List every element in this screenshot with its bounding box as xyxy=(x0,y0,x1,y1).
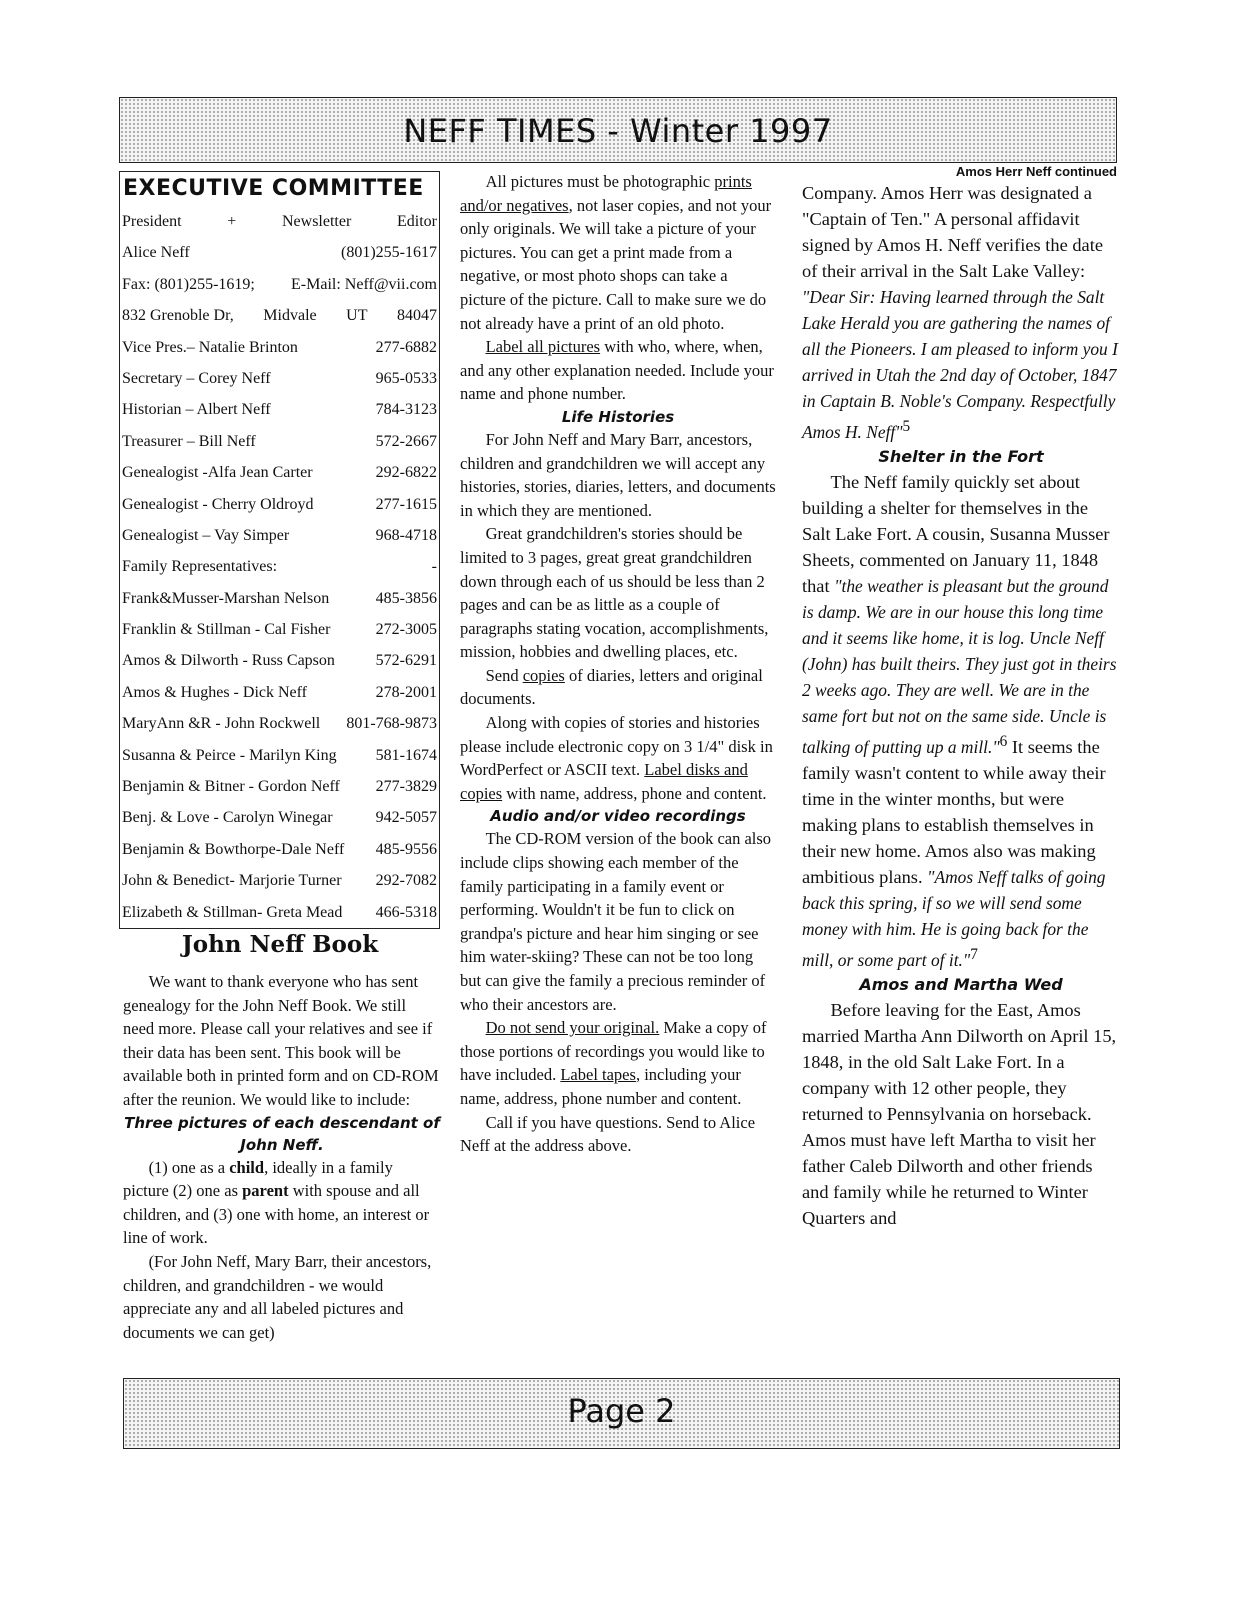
subheading-audio-video: Audio and/or video recordings xyxy=(490,807,746,826)
page-number: Page 2 xyxy=(567,1392,676,1430)
committee-cell: Vice Pres.– Natalie Brinton xyxy=(122,338,298,356)
committee-cell: 292-7082 xyxy=(375,872,437,890)
committee-row xyxy=(120,551,439,582)
committee-cell: Benj. & Love - Carolyn Winegar xyxy=(122,809,333,827)
committee-row xyxy=(120,802,439,833)
committee-row xyxy=(120,332,439,363)
committee-row xyxy=(120,489,439,520)
committee-cell: 485-3856 xyxy=(375,589,437,607)
paragraph: The CD-ROM version of the book can also include clips showing each member of the family participating in a family event or performing. Wouldn't it be fun to click on grandpa's picture and hear him singing or see him water-skiing? These can not be too long but can give the family a precious reminder of who their ancestors are. xyxy=(460,829,772,1014)
committee-cell: 277-6882 xyxy=(375,338,437,356)
committee-cell: Editor xyxy=(397,213,437,230)
committee-cell: 942-5057 xyxy=(375,809,437,827)
committee-cell: Elizabeth & Stillman- Greta Mead xyxy=(122,903,343,921)
committee-cell: Fax: (801)255-1619; xyxy=(122,275,255,293)
paragraph: All pictures must be photographic prints and/or negatives, not laser copies, and not your only originals. We will take a picture of your pictures. You can get a print made from a negative, or most photo shops can take a picture of the picture. Call to make sure we do not already have a print of an old photo. xyxy=(460,172,772,333)
footer-banner xyxy=(123,1378,1120,1449)
committee-cell: Amos & Hughes - Dick Neff xyxy=(122,683,308,701)
committee-cell: Secretary – Corey Neff xyxy=(122,369,271,387)
subheading-life-histories: Life Histories xyxy=(561,407,675,426)
committee-cell: Genealogist -Alfa Jean Carter xyxy=(122,464,313,482)
paragraph: Before leaving for the East, Amos married Martha Ann Dilworth on April 15, 1848, in the old Salt Lake Fort. In a company with 12 other people, they returned to Pennsylvania on horseback. Amos must have left Martha to visit her father Caleb Dilworth and other friends and family while he returned to Winter Quarters and xyxy=(802,1000,1117,1229)
committee-row xyxy=(120,363,439,394)
committee-cell: 572-2667 xyxy=(375,432,437,450)
paragraph: Call if you have questions. Send to Alice Neff at the address above. xyxy=(460,1112,756,1156)
paragraph: (For John Neff, Mary Barr, their ancestors, children, and grandchildren - we would appreciate any and all labeled pictures and documents we can get) xyxy=(123,1251,432,1342)
committee-cell: Genealogist - Cherry Oldroyd xyxy=(122,495,314,513)
committee-cell: 277-3829 xyxy=(375,778,437,796)
paragraph: (1) one as a child, ideally in a family picture (2) one as parent with spouse and all children, and (3) one with home, an interest or line of work. xyxy=(123,1157,430,1248)
committee-row xyxy=(120,426,439,457)
committee-title: EXECUTIVE COMMITTEE xyxy=(123,176,424,201)
committee-list xyxy=(120,206,439,928)
committee-row xyxy=(120,394,439,425)
committee-cell: Genealogist – Vay Simper xyxy=(122,526,290,544)
committee-cell: Benjamin & Bitner - Gordon Neff xyxy=(122,778,340,796)
paragraph: The Neff family quickly set about building a shelter for themselves in the Salt Lake Fort. A cousin, Susanna Musser Sheets, commented on January 11, 1848 that "the weather is pleasant but the ground is damp. We are in our house this long time and it seems like home, it is log. Uncle Neff (John) has built theirs. They just got in theirs 2 weeks ago. They are well. We are in the same fort but not on the same side. Uncle is talking of putting up a mill."$^6$ It seems the family wasn't content to while away their time in the winter months, but were making plans to establish themselves in their new home. Amos also was making ambitious plans. "Amos Neff talks of going back this spring, if so we will send some money with him. He is going back for the mill, or some part of it."$^7$ xyxy=(802,472,1117,971)
committee-row xyxy=(120,614,439,645)
committee-cell: Historian – Albert Neff xyxy=(122,401,271,419)
committee-cell: E-Mail: Neff@vii.com xyxy=(291,275,437,293)
committee-row xyxy=(120,206,439,237)
committee-cell: 466-5318 xyxy=(375,903,437,921)
committee-cell: MaryAnn &R - John Rockwell xyxy=(122,715,321,733)
committee-cell: Amos & Dilworth - Russ Capson xyxy=(122,652,335,670)
committee-row xyxy=(120,740,439,771)
executive-committee-box xyxy=(119,171,440,929)
committee-row xyxy=(120,677,439,708)
john-neff-book-heading: John Neff Book xyxy=(181,931,379,958)
committee-row xyxy=(120,269,439,300)
committee-cell: Frank&Musser-Marshan Nelson xyxy=(122,589,330,607)
subheading: Three pictures of each descendant of John Neff. xyxy=(124,1113,440,1154)
committee-cell: Newsletter xyxy=(281,213,352,230)
committee-row xyxy=(120,771,439,802)
paragraph: For John Neff and Mary Barr, ancestors, children and grandchildren we will accept any histories, stories, diaries, letters, and documents in which they are mentioned. xyxy=(460,429,776,520)
committee-row xyxy=(120,865,439,896)
paragraph: Label all pictures with who, where, when, and any other explanation needed. Include your name and phone number. xyxy=(460,337,774,404)
committee-cell: Susanna & Peirce - Marilyn King xyxy=(122,746,337,764)
committee-cell: Alice Neff xyxy=(122,244,190,262)
committee-cell: 572-6291 xyxy=(375,652,437,670)
committee-cell: (801)255-1617 xyxy=(341,244,437,262)
committee-cell: Family Representatives: xyxy=(122,558,278,576)
committee-row xyxy=(120,457,439,488)
committee-cell: 277-1615 xyxy=(375,495,437,513)
committee-row xyxy=(120,300,439,331)
committee-cell: 84047 xyxy=(396,307,437,325)
committee-cell: 801-768-9873 xyxy=(346,715,437,733)
committee-row xyxy=(120,834,439,865)
committee-cell: 965-0533 xyxy=(375,369,437,387)
continued-label: Amos Herr Neff continued xyxy=(955,164,1117,179)
paragraph: We want to thank everyone who has sent genealogy for the John Neff Book. We still need more. Please call your relatives and see if their data has been sent. This book will be available both in printed form and on CD-ROM after the reunion. We would like to include: xyxy=(123,972,439,1109)
committee-row xyxy=(120,237,439,268)
committee-cell: 784-3123 xyxy=(375,401,437,419)
committee-row xyxy=(120,583,439,614)
committee-cell: Benjamin & Bowthorpe-Dale Neff xyxy=(122,840,345,858)
committee-cell: Treasurer – Bill Neff xyxy=(122,432,256,450)
column-3-text xyxy=(802,180,1120,1231)
paragraph: Send copies of diaries, letters and original documents. xyxy=(460,665,763,709)
column-2-text xyxy=(460,170,776,1158)
committee-cell: 968-4718 xyxy=(375,526,437,544)
paragraph: Company. Amos Herr was designated a "Captain of Ten." A personal affidavit signed by Amos H. Neff verifies the date of their arrival in the Salt Lake Valley: "Dear Sir: Having learned through the Salt Lake Herald you are gathering the names of all the Pioneers. I am pleased to inform you I arrived in Utah the 2nd day of October, 1847 in Captain B. Noble's Company. Respectfully Amos H. Neff"$^5$ xyxy=(802,183,1118,443)
committee-cell: - xyxy=(431,558,437,576)
committee-row xyxy=(120,897,439,928)
committee-cell: Midvale xyxy=(263,307,317,325)
committee-row xyxy=(120,645,439,676)
committee-cell: 485-9556 xyxy=(375,840,437,858)
paragraph: Do not send your original. Make a copy of those portions of recordings you would like to have included. Label tapes, including your name, address, phone number and content. xyxy=(460,1018,767,1108)
paragraph: Along with copies of stories and histories please include electronic copy on 3 1/4" disk in WordPerfect or ASCII text. Label disks and copies with name, address, phone and content. xyxy=(460,713,773,803)
committee-cell: 292-6822 xyxy=(375,464,437,482)
committee-cell: 832 Grenoble Dr, xyxy=(122,307,234,325)
committee-cell: President xyxy=(122,213,182,230)
masthead-banner xyxy=(119,97,1117,163)
committee-cell: Franklin & Stillman - Cal Fisher xyxy=(122,621,331,639)
committee-cell: + xyxy=(227,213,237,230)
committee-cell: 581-1674 xyxy=(375,746,437,764)
subheading-shelter: Shelter in the Fort xyxy=(878,447,1044,467)
newsletter-title: NEFF TIMES - Winter 1997 xyxy=(403,112,833,150)
subheading-amos-martha: Amos and Martha Wed xyxy=(859,975,1063,995)
column-1-text xyxy=(123,970,441,1344)
committee-cell: UT xyxy=(346,307,368,325)
committee-cell: John & Benedict- Marjorie Turner xyxy=(122,872,342,890)
committee-cell: 278-2001 xyxy=(375,683,437,701)
committee-row xyxy=(120,520,439,551)
paragraph: Great grandchildren's stories should be limited to 3 pages, great great grandchildren down through each of us should be less than 2 pages and can be as little as a couple of paragraphs stating vocation, accomplishments, mission, hobbies and dwelling places, etc. xyxy=(460,524,769,662)
committee-row xyxy=(120,708,439,739)
committee-cell: 272-3005 xyxy=(375,621,437,639)
